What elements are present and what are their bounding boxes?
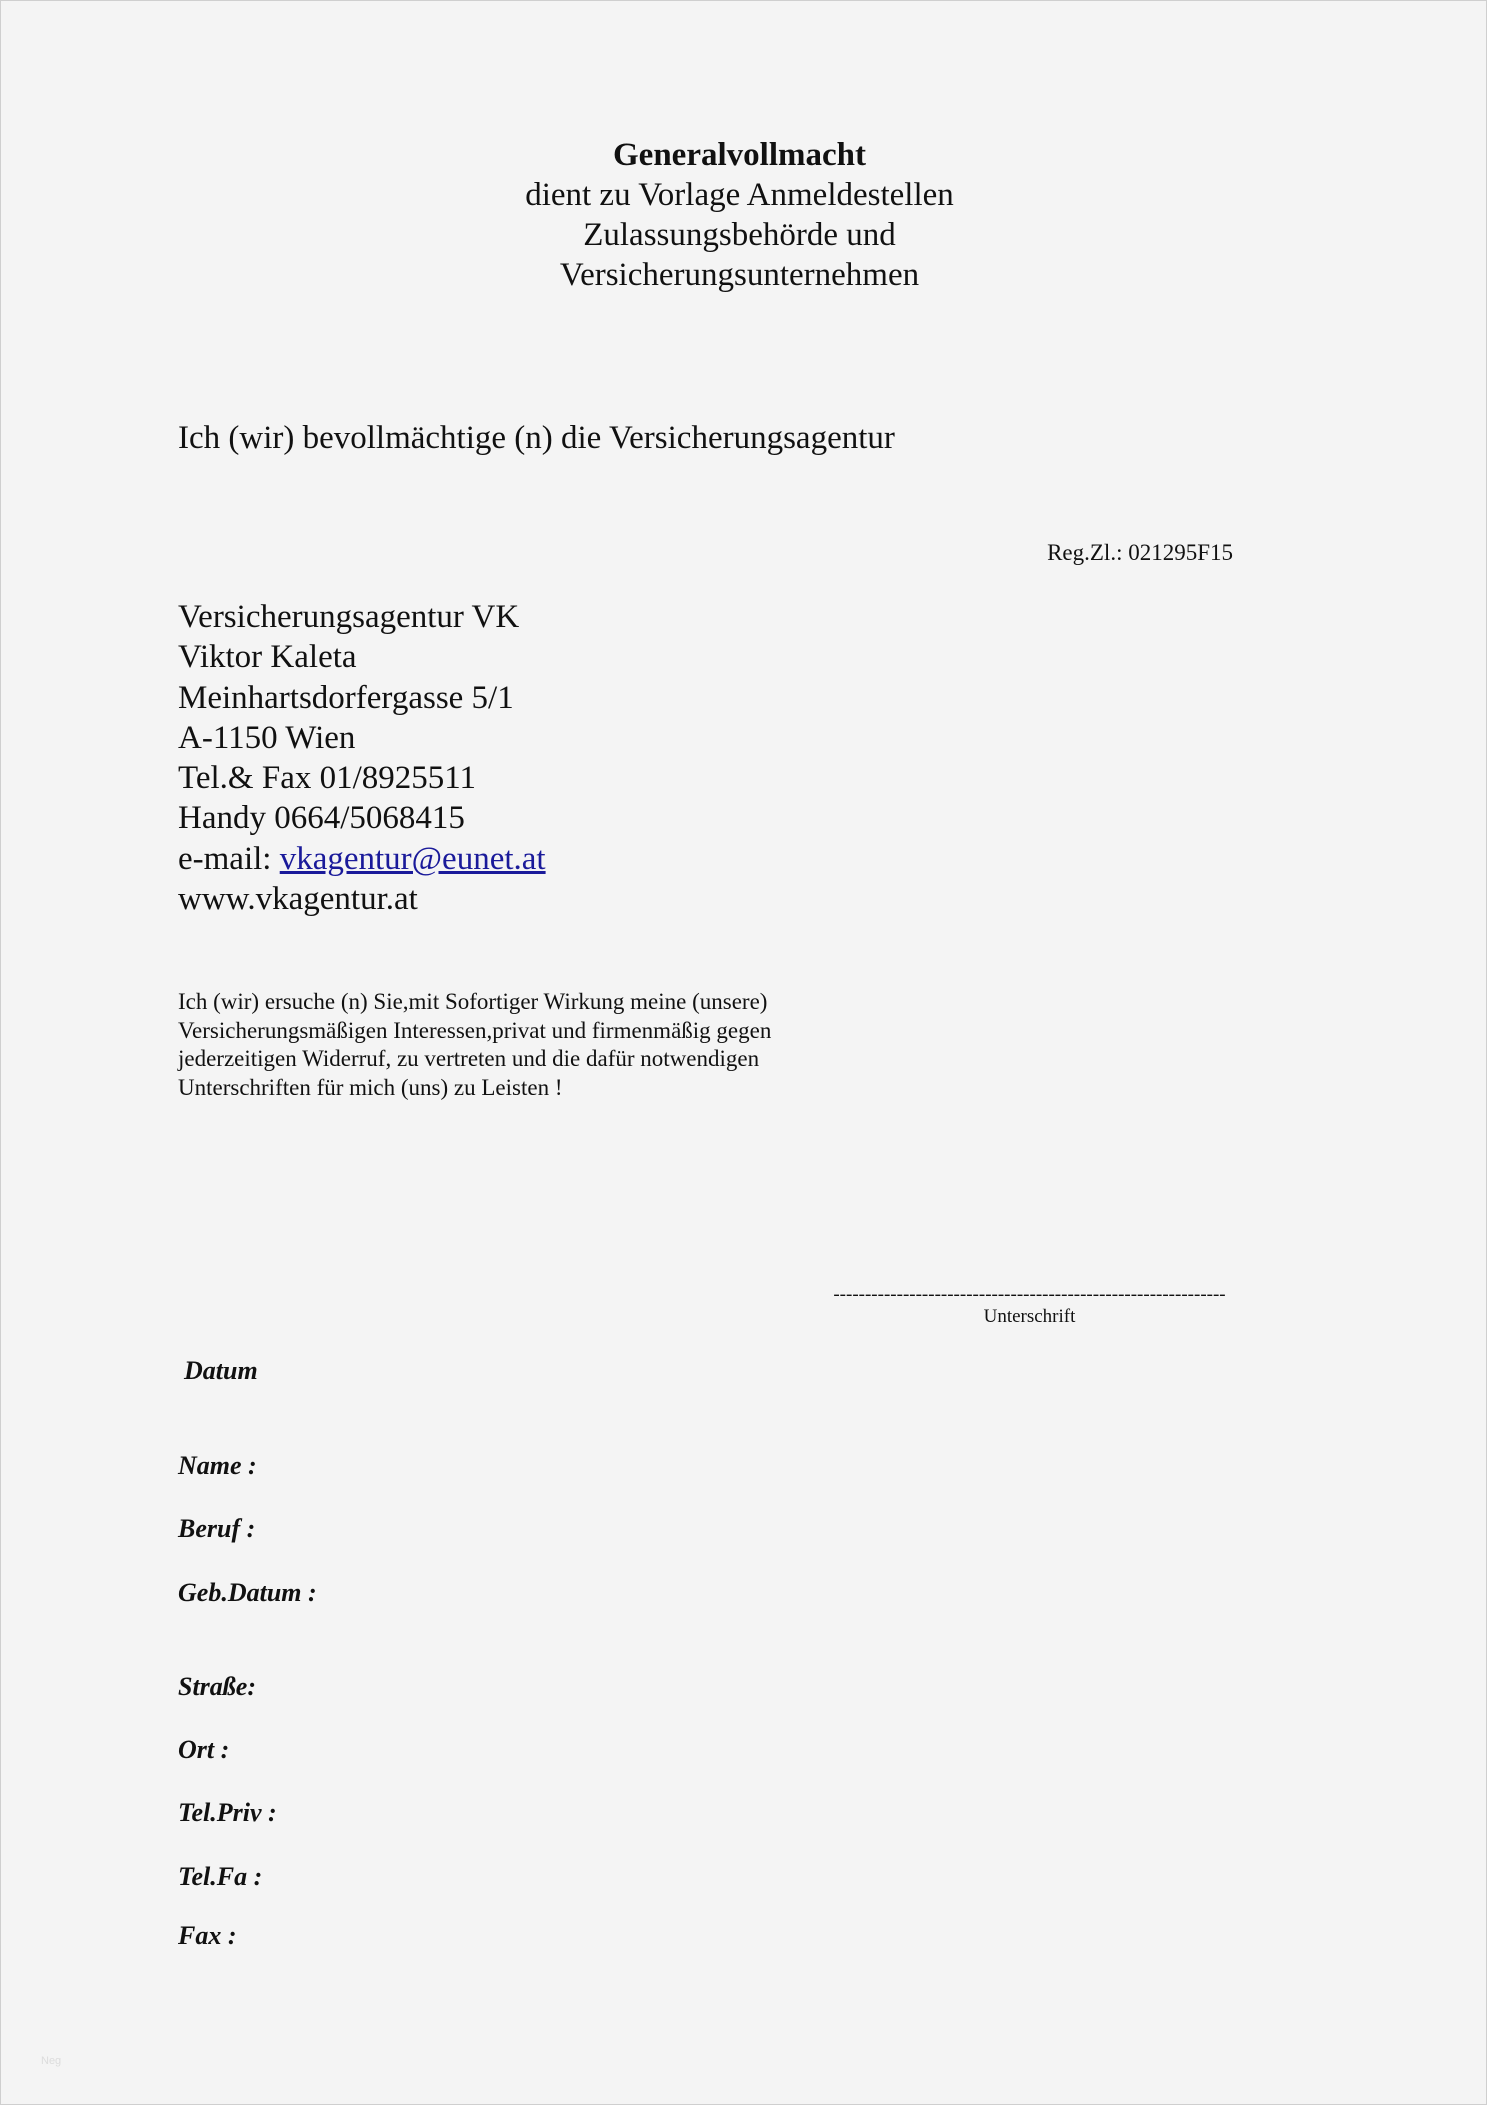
document-title: Generalvollmacht: [613, 137, 866, 173]
agency-name: Versicherungsagentur VK: [178, 599, 520, 635]
subtitle-line: dient zu Vorlage Anmeldestellen: [525, 177, 954, 213]
agency-address-block: [178, 597, 546, 919]
signature-block: [822, 1284, 1237, 1328]
field-geb-datum: Geb.Datum :: [178, 1578, 317, 1607]
request-paragraph: [178, 988, 771, 1102]
field-fax: Fax :: [178, 1921, 237, 1950]
field-ort: Ort :: [178, 1735, 230, 1764]
request-line: Unterschriften für mich (uns) zu Leisten !: [178, 1074, 563, 1100]
agency-street: Meinhartsdorfergasse 5/1: [178, 679, 514, 716]
email-link[interactable]: vkagentur@eunet.at: [279, 840, 546, 877]
agency-email-row: [178, 839, 546, 879]
field-name: Name :: [178, 1451, 257, 1480]
signature-line: --------------------------------------------------------------: [833, 1284, 1226, 1305]
agency-telfax: Tel.& Fax 01/8925511: [178, 760, 477, 797]
registration-number: Reg.Zl.: 021295F15: [1047, 540, 1233, 565]
field-beruf: Beruf :: [178, 1514, 256, 1543]
field-strasse: Straße:: [178, 1672, 256, 1701]
signature-label: Unterschrift: [983, 1306, 1076, 1327]
authorization-statement: Ich (wir) bevollmächtige (n) die Versicherungsagentur: [178, 420, 895, 456]
field-datum: Datum: [184, 1356, 258, 1385]
email-label: e-mail:: [178, 840, 280, 877]
subtitle-line: Versicherungsunternehmen: [559, 257, 920, 293]
subtitle-line: Zulassungsbehörde und: [583, 217, 896, 253]
agency-website: www.vkagentur.at: [178, 881, 418, 918]
request-line: Ich (wir) ersuche (n) Sie,mit Sofortiger Wirkung meine (unsere): [178, 989, 768, 1014]
document-header: [477, 135, 1002, 295]
agency-city: A-1150 Wien: [178, 719, 356, 756]
request-line: Versicherungsmäßigen Interessen,privat und firmenmäßig gegen: [178, 1017, 772, 1043]
agency-mobile: Handy 0664/5068415: [178, 800, 465, 837]
field-tel-priv: Tel.Priv :: [178, 1798, 277, 1827]
request-line: jederzeitigen Widerruf, zu vertreten und die dafür notwendigen: [178, 1046, 760, 1071]
field-tel-fa: Tel.Fa :: [178, 1862, 263, 1891]
watermark-text: Neg: [41, 2055, 62, 2067]
agency-person: Viktor Kaleta: [178, 639, 357, 676]
